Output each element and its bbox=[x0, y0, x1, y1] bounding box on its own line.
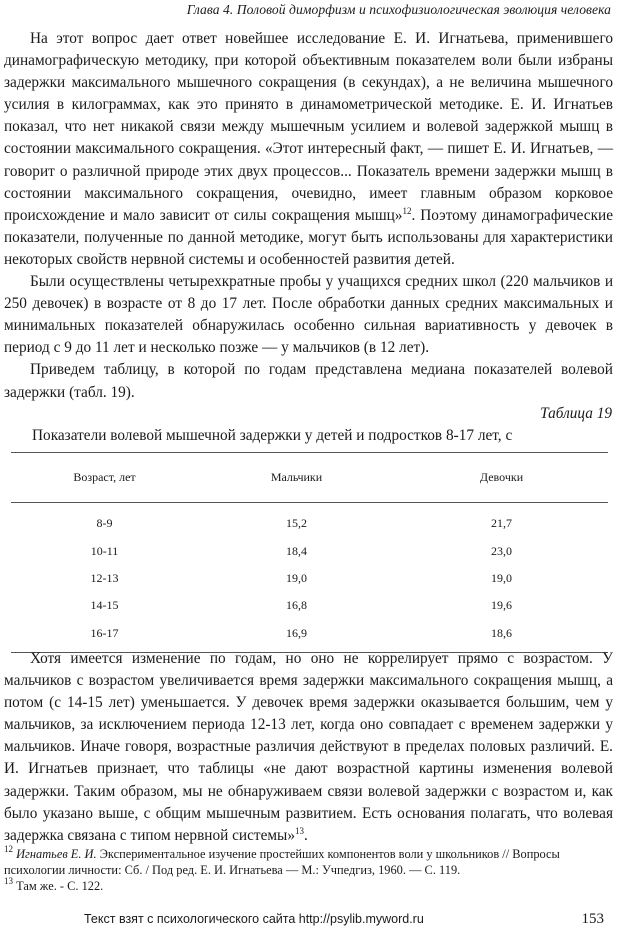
footnote-ref[interactable]: 12 bbox=[402, 205, 412, 216]
data-table bbox=[11, 452, 608, 653]
paragraph: Были осуществлены четырехкратные пробы у учащихся средних школ (220 мальчиков и 250 девочек) в возрасте от 8 до 17 лет. После обработки данных средних максимальных и минимальных показателей обнаружилась особенно сильная вариативность у девочек в период с 9 до 11 лет и несколько позже — у мальчиков (в 12 лет). bbox=[4, 273, 613, 357]
paragraph: Хотя имеется изменение по годам, но оно не коррелирует прямо с возрастом. У мальчиков с возрастом увеличивается время задержки максимального сокращения мышц, а потом (с 14-15 лет) уменьшается. У девочек время задержки оказывается большим, чем у мальчиков, за исключением периода 12-13 лет, когда оно совпадает с временем задержки у мальчиков. Иначе говоря, возрастные различия действуют в пределах половых различий. Е. И. Игнатьев признает, что таблицы «не дают возрастной картины изменения волевой задержки. Таким образом, мы не обнаруживаем связи волевой задержки с возрастом и, как было указано выше, с общим мышечным развитием. Есть основания полагать, что волевая задержка связана с типом нервной системы»$^{13}$. bbox=[4, 650, 613, 844]
cell-boys: 16,8 bbox=[286, 598, 307, 613]
table-row bbox=[11, 503, 608, 538]
cell-girls: 19,6 bbox=[491, 598, 512, 613]
table-row bbox=[11, 537, 608, 564]
cell-age: 10-11 bbox=[90, 543, 119, 558]
footnote: $^{12}$ Игнатьев Е. И. Экспериментальное изучение простейших компонентов воли у школьников // Вопросы психологии личности: Сб. / Под ред. Е. И. Игнатьева — М.: Учпедгиз, 1960. — С. 119. bbox=[4, 844, 560, 877]
cell-boys: 15,2 bbox=[286, 516, 307, 531]
table-label: Таблица 19 bbox=[540, 405, 612, 422]
footnote: $^{13}$ Там же. - С. 122. bbox=[4, 876, 104, 893]
footer-source-link[interactable]: Текст взят с психологического сайта http://psylib.myword.ru bbox=[84, 912, 424, 926]
paragraph: Приведем таблицу, в которой по годам представлена медиана показателей волевой задержки (табл. 19). bbox=[4, 361, 613, 401]
table-row bbox=[11, 565, 608, 592]
cell-girls: 23,0 bbox=[491, 543, 512, 558]
column-header-boys: Мальчики bbox=[198, 453, 395, 503]
running-head: Глава 4. Половой диморфизм и психофизиологическая эволюция человека bbox=[186, 2, 611, 17]
cell-girls: 21,7 bbox=[491, 516, 512, 531]
cell-boys: 19,0 bbox=[286, 570, 307, 585]
cell-age: 8-9 bbox=[96, 516, 113, 531]
cell-boys: 16,9 bbox=[286, 625, 307, 640]
footnote-ref[interactable]: 13 bbox=[294, 825, 304, 836]
cell-age: 16-17 bbox=[90, 625, 119, 640]
column-header-age: Возраст, лет bbox=[11, 453, 198, 503]
paragraph: На этот вопрос дает ответ новейшее исследование Е. И. Игнатьева, применившего динамографическую методику, при которой объективным показателем воли были избраны задержки максимального мышечного сокращения (в секундах), а не величина мышечного усилия в килограммах, как это принято в динамометрической методике. Е. И. Игнатьев показал, что нет никакой связи между мышечным усилием и волевой задержкой мышц в состоянии максимального сокращения. «Этот интересный факт, — пишет Е. И. Игнатьев, — говорит о различной природе этих двух процессов... Показатель времени задержки мышц в состоянии максимального сокращения, очевидно, имеет главным образом корковое происхождение и мало зависит от силы сокращения мышц»$^{12}$. Поэтому динамографические показатели, полученные по данной методике, могут быть использованы для характеристики некоторых свойств нервной системы и особенностей развития детей. bbox=[4, 30, 613, 268]
table-header-row bbox=[11, 453, 608, 503]
table-row bbox=[11, 592, 608, 619]
body-text-bottom bbox=[4, 648, 613, 847]
cell-age: 12-13 bbox=[90, 570, 119, 585]
cell-girls: 18,6 bbox=[491, 625, 512, 640]
footnotes bbox=[4, 846, 614, 894]
cell-boys: 18,4 bbox=[286, 543, 307, 558]
body-text-top bbox=[4, 28, 613, 404]
page-number: 153 bbox=[581, 911, 604, 927]
column-header-girls: Девочки bbox=[395, 453, 608, 503]
table-caption: Показатели волевой мышечной задержки у детей и подростков 8-17 лет, с bbox=[32, 427, 513, 444]
cell-girls: 19,0 bbox=[491, 570, 512, 585]
cell-age: 14-15 bbox=[90, 598, 119, 613]
